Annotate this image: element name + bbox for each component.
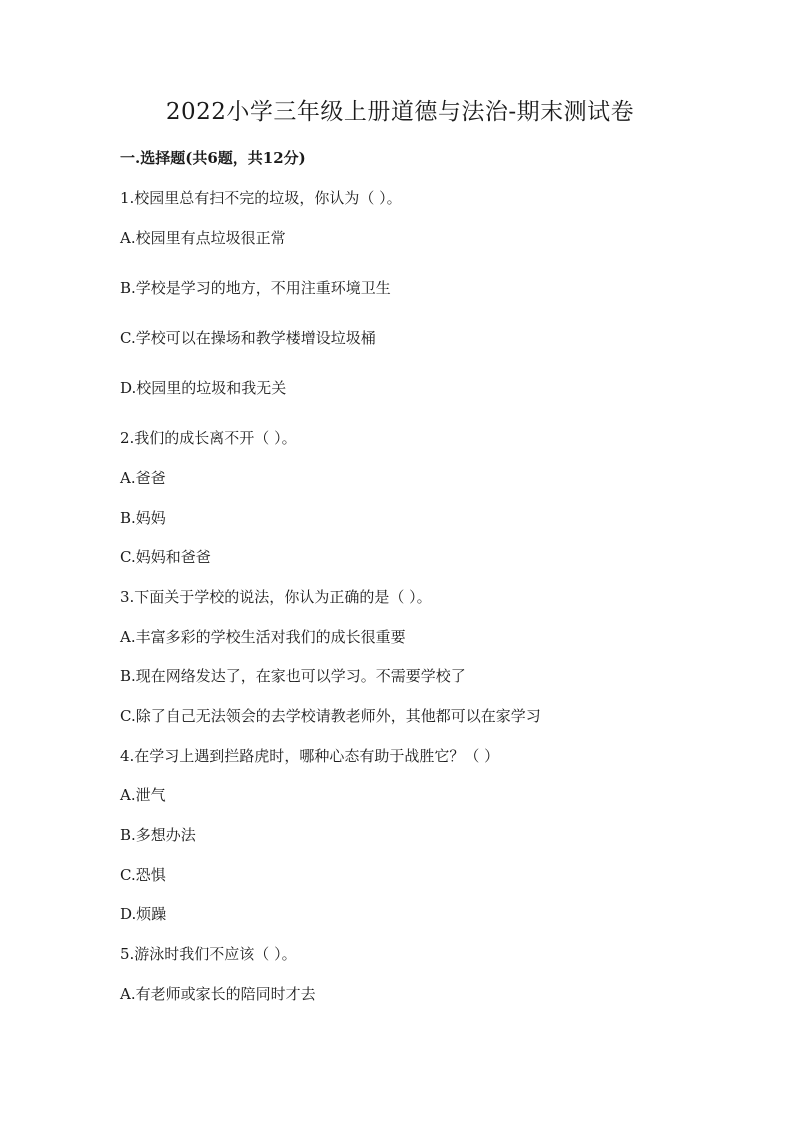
question-2: 2.我们的成长离不开（ ）。	[120, 429, 297, 447]
question-5: 5.游泳时我们不应该（ ）。	[120, 945, 297, 963]
question-1: 1.校园里总有扫不完的垃圾，你认为（ ）。	[120, 189, 402, 207]
option-2c: C.妈妈和爸爸	[120, 548, 211, 566]
option-3b: B.现在网络发达了，在家也可以学习。不需要学校了	[120, 667, 466, 685]
question-4: 4.在学习上遇到拦路虎时，哪种心态有助于战胜它？（ ）	[120, 747, 500, 765]
option-4b: B.多想办法	[120, 826, 196, 844]
option-2b: B.妈妈	[120, 509, 166, 527]
option-4d: D.烦躁	[120, 905, 167, 923]
option-1b: B.学校是学习的地方，不用注重环境卫生	[120, 279, 391, 297]
option-1a: A.校园里有点垃圾很正常	[120, 229, 286, 247]
option-4a: A.泄气	[120, 786, 166, 804]
option-1c: C.学校可以在操场和教学楼增设垃圾桶	[120, 329, 376, 347]
question-3: 3.下面关于学校的说法，你认为正确的是（ ）。	[120, 588, 432, 606]
option-3c: C.除了自己无法领会的去学校请教老师外，其他都可以在家学习	[120, 707, 541, 725]
option-4c: C.恐惧	[120, 866, 166, 884]
option-5a: A.有老师或家长的陪同时才去	[120, 985, 316, 1003]
option-1d: D.校园里的垃圾和我无关	[120, 379, 287, 397]
section-heading: 一.选择题(共6题，共12分)	[120, 149, 306, 167]
option-2a: A.爸爸	[120, 469, 166, 487]
option-3a: A.丰富多彩的学校生活对我们的成长很重要	[120, 628, 406, 646]
exam-title: 2022小学三年级上册道德与法治-期末测试卷	[165, 99, 635, 125]
